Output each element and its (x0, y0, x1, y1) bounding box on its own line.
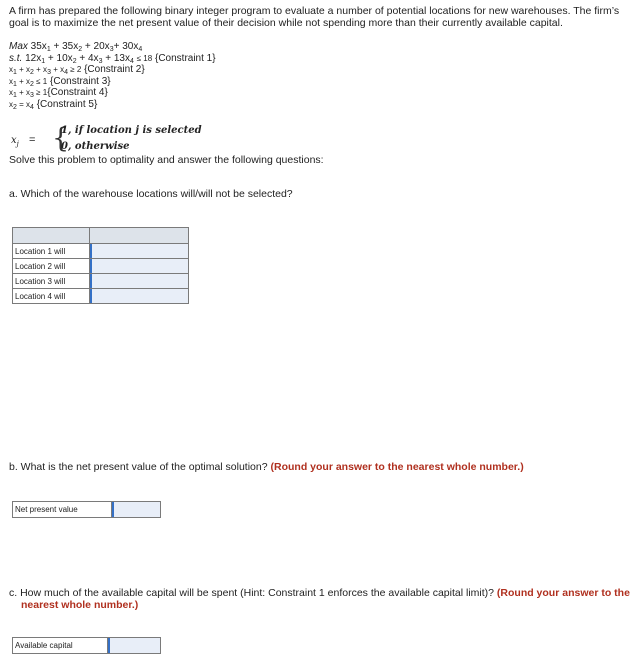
npv-field (12, 501, 161, 518)
question-c-hint: (Round your answer to the (496, 587, 630, 599)
location-3-select[interactable] (90, 274, 189, 289)
table-header-row (13, 228, 189, 244)
problem-intro: A firm has prepared the following binary integer program to evaluate a number of potential locations for new warehouses. The firm’s goal is to maximize the net present value of their decision while not spending more than their currently available capital. (9, 5, 620, 29)
table-row (13, 259, 189, 274)
brace-icon: { (52, 123, 70, 154)
table-row (13, 274, 189, 289)
cursor-marker (108, 638, 110, 653)
question-c-hint-cont: nearest whole number.) (21, 599, 139, 611)
question-c-text: c. How much of the available capital will be spent (Hint: Constraint 1 enforces the available capital limit)? (9, 587, 497, 599)
location-1-label: Location 1 will (13, 244, 90, 259)
question-b-text: b. What is the net present value of the optimal solution? (9, 461, 271, 473)
cursor-marker (112, 502, 114, 517)
question-b-hint: (Round your answer to the nearest whole number.) (270, 461, 524, 473)
xj-case-otherwise: 0, otherwise (61, 141, 130, 152)
question-c (9, 587, 634, 611)
cursor-marker (90, 259, 92, 273)
location-4-select[interactable] (90, 289, 189, 304)
cursor-marker (90, 244, 92, 258)
table-row (13, 244, 189, 259)
integer-program (9, 41, 216, 111)
npv-label: Net present value (13, 502, 112, 517)
capital-field (12, 637, 161, 654)
location-4-label: Location 4 will (13, 289, 90, 304)
equals-sign: = (29, 134, 36, 146)
capital-input[interactable] (108, 638, 160, 653)
constraint-1: s.t. $12x_1 + 10x_2 + 4x_3 + 13x_4 \le 18$ {Constraint 1} (9, 52, 216, 65)
xj-case-selected: 1, if location j is selected (61, 125, 202, 136)
solve-instruction: Solve this problem to optimality and answer the following questions: (9, 154, 324, 166)
table-row (13, 289, 189, 304)
location-2-select[interactable] (90, 259, 189, 274)
capital-label: Available capital (13, 638, 108, 653)
question-a: a. Which of the warehouse locations will/will not be selected? (9, 188, 293, 200)
constraint-2: $x_1 + x_2 + x_3 + x_4 \ge 2$ {Constraint 2} (9, 64, 145, 77)
objective-function: Max $35x_1 + 35x_2 + 20x_3+ 30x_4$ (9, 41, 143, 53)
location-table (12, 227, 189, 304)
location-2-label: Location 2 will (13, 259, 90, 274)
constraint-3: $x_1 + x_2 \le 1$ {Constraint 3} (9, 75, 111, 88)
location-3-label: Location 3 will (13, 274, 90, 289)
xj-symbol: $x_j$ (11, 135, 19, 148)
cursor-marker (90, 274, 92, 288)
question-b (9, 461, 524, 473)
cursor-marker (90, 289, 92, 303)
header-cell (90, 228, 189, 244)
npv-input[interactable] (112, 502, 160, 517)
header-cell (13, 228, 90, 244)
constraint-4: $x_1 + x_3$ ≥ 1{Constraint 4} (9, 87, 108, 100)
variable-definition (9, 125, 309, 155)
constraint-5: $x_2 = x_4$ {Constraint 5} (9, 98, 98, 111)
location-1-select[interactable] (90, 244, 189, 259)
